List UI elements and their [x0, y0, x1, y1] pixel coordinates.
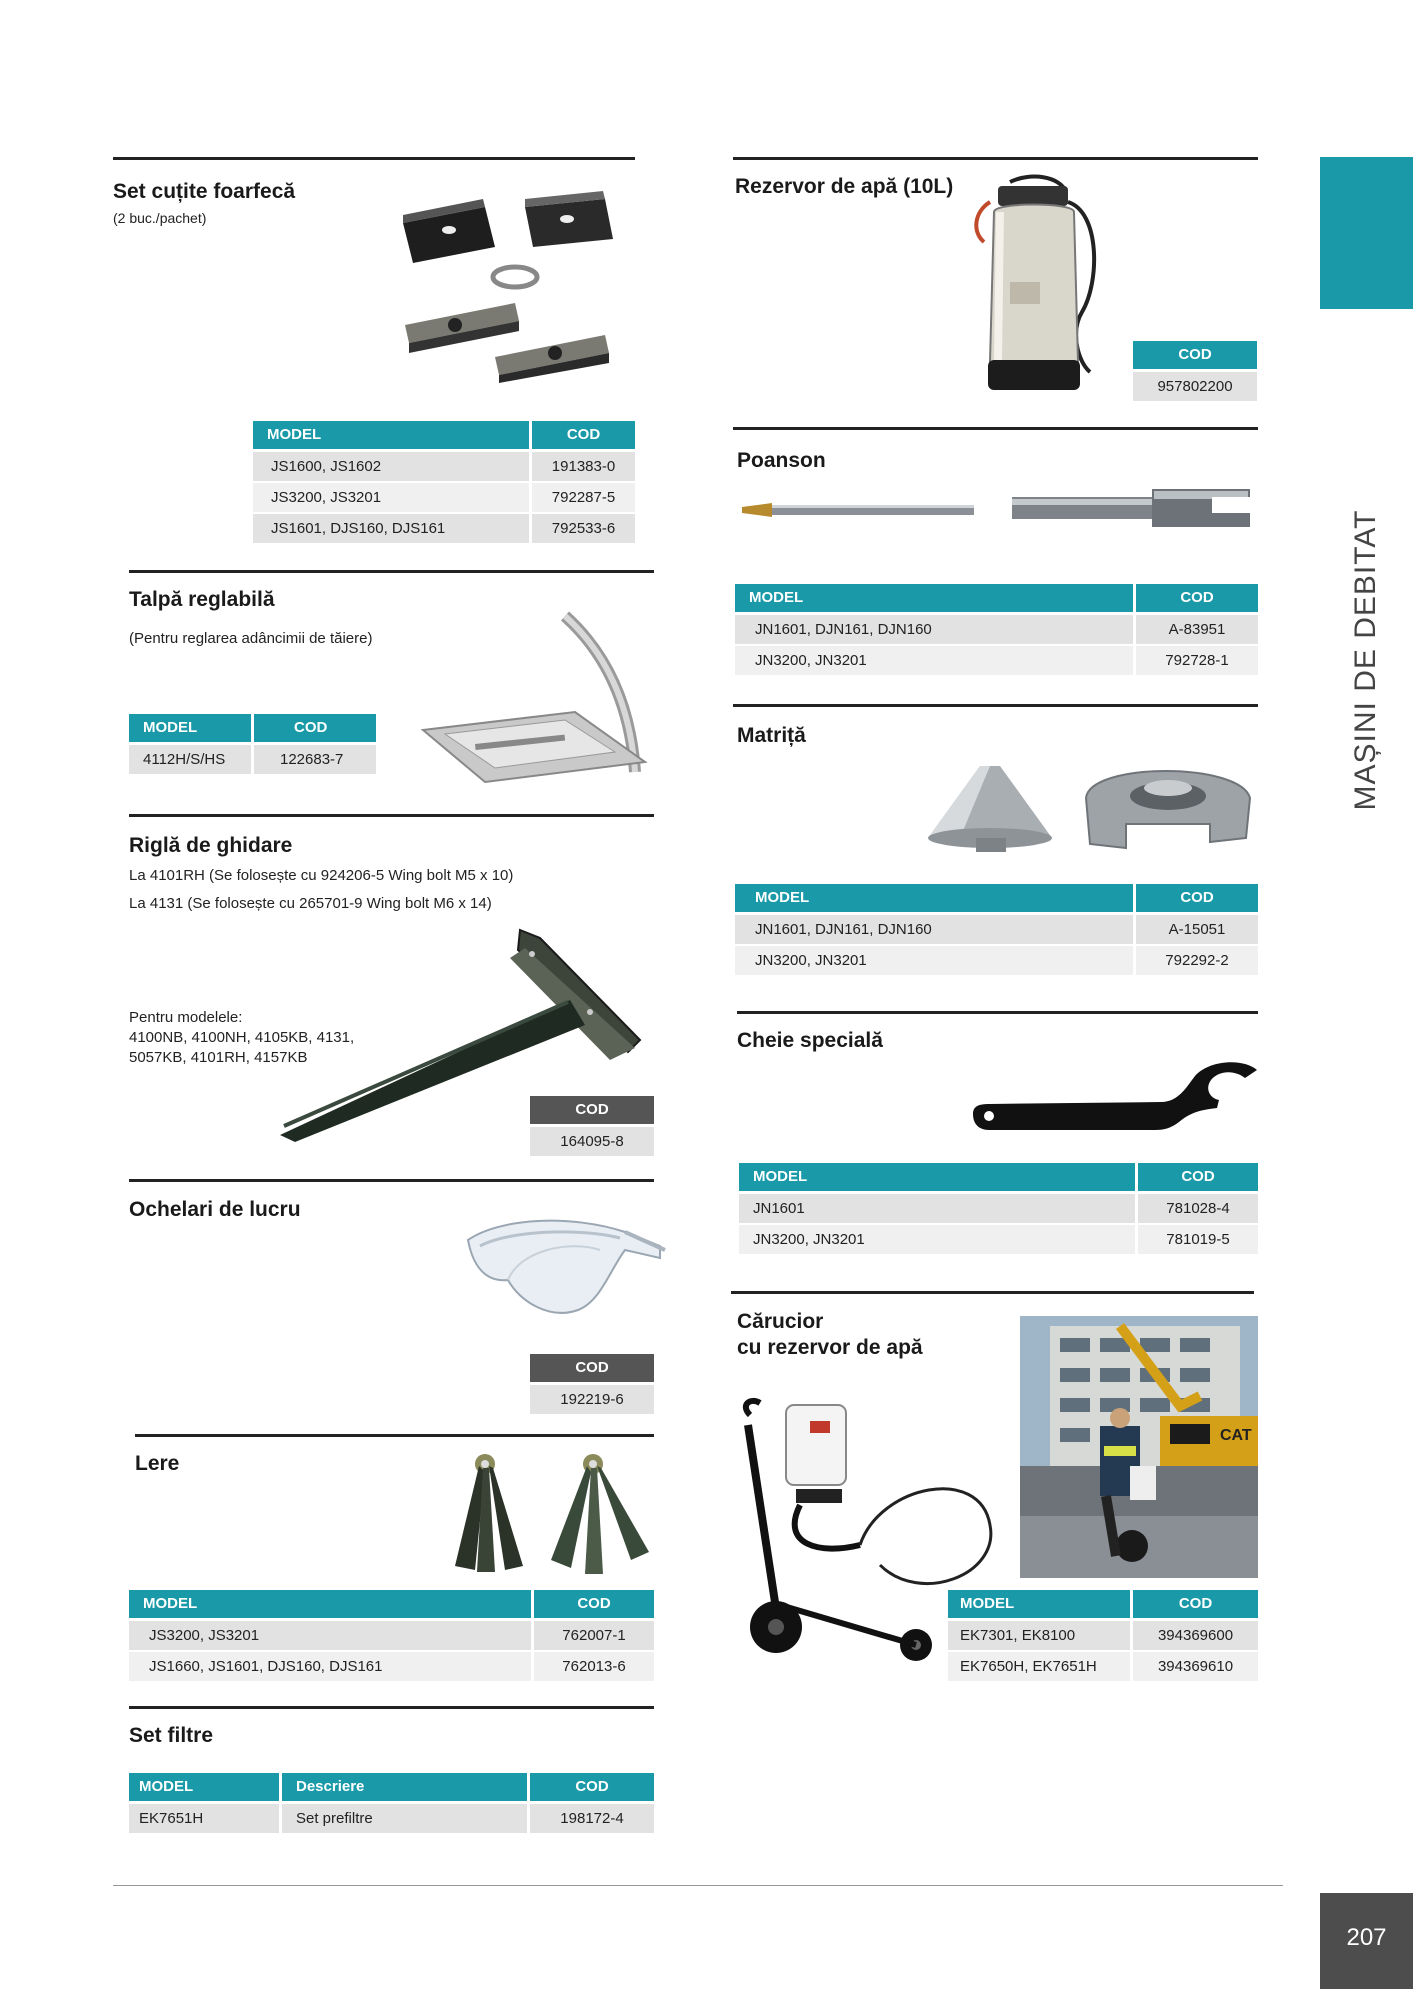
cell-cod: 198172-4 [530, 1804, 654, 1833]
col-header-descriere: Descriere [282, 1773, 527, 1801]
divider [731, 1291, 1254, 1294]
rigla-models-line1: 4100NB, 4100NH, 4105KB, 4131, [129, 1029, 355, 1046]
carucior-title-line1: Cărucior [737, 1310, 824, 1333]
section-color-tab [1320, 157, 1413, 309]
cell-model: EK7301, EK8100 [948, 1621, 1130, 1650]
cell-model: JN1601, DJN161, DJN160 [735, 915, 1133, 944]
divider [733, 157, 1258, 160]
cheie-table [739, 1163, 1258, 1256]
set-cutite-title: Set cuțite foarfecă [113, 180, 296, 203]
feeler-gauges-image [445, 1448, 655, 1578]
cell-cod: 762013-6 [534, 1652, 654, 1681]
col-header-cod: COD [1133, 341, 1257, 369]
punch-image [742, 485, 1262, 535]
cell-model: JS1600, JS1602 [253, 452, 529, 481]
set-cutite-table [253, 421, 635, 545]
divider [733, 704, 1258, 707]
col-header-model: MODEL [129, 714, 251, 742]
col-header-model: MODEL [735, 584, 1133, 612]
cell-descriere: Set prefiltre [282, 1804, 527, 1833]
table-row [253, 514, 635, 543]
col-header-cod: COD [1136, 884, 1258, 912]
cell-cod: 792292-2 [1136, 946, 1258, 975]
hook-wrench-image [965, 1058, 1265, 1138]
base-plate-image [415, 612, 655, 792]
talpa-table [129, 714, 376, 776]
table-row [735, 915, 1258, 944]
ochelari-title: Ochelari de lucru [129, 1198, 301, 1221]
lere-table [129, 1590, 654, 1683]
set-cutite-note: (2 buc./pachet) [113, 210, 207, 226]
divider [129, 1706, 654, 1709]
col-header-cod: COD [1136, 584, 1258, 612]
col-header-cod: COD [1133, 1590, 1258, 1618]
table-row [253, 452, 635, 481]
col-header-cod: COD [530, 1354, 654, 1382]
cell-model: JS3200, JS3201 [253, 483, 529, 512]
talpa-title: Talpă reglabilă [129, 588, 275, 611]
cell-cod: 762007-1 [534, 1621, 654, 1650]
cell-cod: 191383-0 [532, 452, 635, 481]
cell-cod: 792728-1 [1136, 646, 1258, 675]
table-row [739, 1225, 1258, 1254]
rigla-models-label: Pentru modelele: [129, 1009, 243, 1026]
table-row [129, 1621, 654, 1650]
divider [733, 427, 1258, 430]
matrita-table [735, 884, 1258, 977]
col-header-model: MODEL [739, 1163, 1135, 1191]
matrita-title: Matriță [737, 724, 806, 747]
table-row [735, 646, 1258, 675]
cell-cod: 792533-6 [532, 514, 635, 543]
rigla-cod-box [530, 1096, 654, 1156]
col-header-cod: COD [534, 1590, 654, 1618]
carucior-table [948, 1590, 1258, 1683]
table-row [129, 1652, 654, 1681]
cell-cod: 394369610 [1133, 1652, 1258, 1681]
table-row [948, 1621, 1258, 1650]
cell-model: JN3200, JN3201 [739, 1225, 1135, 1254]
cell-model: JN1601, DJN161, DJN160 [735, 615, 1133, 644]
cell-cod: A-15051 [1136, 915, 1258, 944]
cat-logo: CAT [1220, 1427, 1252, 1444]
col-header-cod: COD [532, 421, 635, 449]
divider [113, 157, 635, 160]
rezervor-cod-box [1133, 341, 1257, 401]
page-number: 207 [1320, 1893, 1413, 1989]
carucior-title-line2: cu rezervor de apă [737, 1336, 923, 1359]
table-row [129, 745, 376, 774]
cell-cod: 781028-4 [1138, 1194, 1258, 1223]
cheie-title: Cheie specială [737, 1029, 883, 1052]
divider [135, 1434, 654, 1437]
poanson-table [735, 584, 1258, 677]
blades-image [395, 185, 625, 385]
table-row [739, 1194, 1258, 1223]
cell-model: 4112H/S/HS [129, 745, 251, 774]
divider [129, 1179, 654, 1182]
cell-model: JS1660, JS1601, DJS160, DJS161 [129, 1652, 531, 1681]
goggles-image [460, 1210, 670, 1320]
rezervor-title: Rezervor de apă (10L) [735, 175, 954, 198]
cell-cod: 957802200 [1133, 372, 1257, 401]
water-tank-image [970, 172, 1110, 397]
rigla-line1: La 4101RH (Se folosește cu 924206-5 Wing bolt M5 x 10) [129, 867, 514, 884]
table-row [253, 483, 635, 512]
col-header-model: MODEL [735, 884, 1133, 912]
cell-cod: 164095-8 [530, 1127, 654, 1156]
rigla-models-line2: 5057KB, 4101RH, 4157KB [129, 1049, 308, 1066]
table-row [735, 615, 1258, 644]
cell-model: JN1601 [739, 1194, 1135, 1223]
cell-cod: 394369600 [1133, 1621, 1258, 1650]
cell-model: JN3200, JN3201 [735, 946, 1133, 975]
col-header-model: MODEL [253, 421, 529, 449]
cell-cod: A-83951 [1136, 615, 1258, 644]
footer-rule [113, 1885, 1283, 1886]
divider [129, 814, 654, 817]
table-row [948, 1652, 1258, 1681]
cell-cod: 792287-5 [532, 483, 635, 512]
col-header-model: MODEL [129, 1773, 279, 1801]
table-row [129, 1804, 654, 1833]
col-header-cod: COD [530, 1773, 654, 1801]
col-header-cod: COD [254, 714, 376, 742]
cell-model: EK7650H, EK7651H [948, 1652, 1130, 1681]
cell-model: JN3200, JN3201 [735, 646, 1133, 675]
cell-cod: 192219-6 [530, 1385, 654, 1414]
cell-model: JS1601, DJS160, DJS161 [253, 514, 529, 543]
cell-cod: 122683-7 [254, 745, 376, 774]
die-image [920, 758, 1260, 858]
ochelari-cod-box [530, 1354, 654, 1414]
set-filtre-table [129, 1773, 654, 1835]
set-filtre-title: Set filtre [129, 1724, 214, 1747]
lere-title: Lere [135, 1452, 180, 1475]
cell-model: JS3200, JS3201 [129, 1621, 531, 1650]
cell-model: EK7651H [129, 1804, 279, 1833]
divider [737, 1011, 1258, 1014]
divider [129, 570, 654, 573]
rigla-title: Riglă de ghidare [129, 834, 293, 857]
col-header-cod: COD [1138, 1163, 1258, 1191]
col-header-cod: COD [530, 1096, 654, 1124]
table-row [735, 946, 1258, 975]
rigla-line2: La 4131 (Se folosește cu 265701-9 Wing bolt M6 x 14) [129, 895, 492, 912]
cell-cod: 781019-5 [1138, 1225, 1258, 1254]
col-header-model: MODEL [948, 1590, 1130, 1618]
talpa-note: (Pentru reglarea adâncimii de tăiere) [129, 630, 373, 647]
construction-photo [1020, 1316, 1258, 1578]
col-header-model: MODEL [129, 1590, 531, 1618]
poanson-title: Poanson [737, 449, 826, 472]
